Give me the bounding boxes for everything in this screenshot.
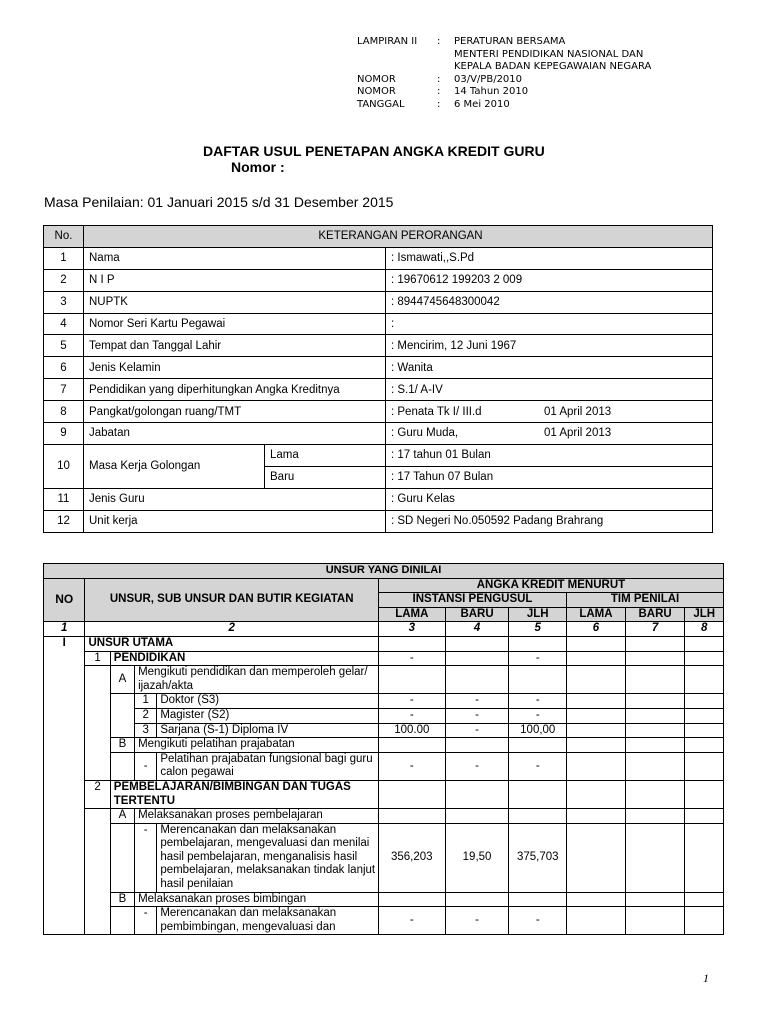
row-doktor [44, 694, 724, 709]
masa-kerja-cell [84, 444, 386, 488]
header-baru-tim: BARU [625, 607, 685, 622]
colnum-7: 7 [625, 622, 685, 637]
row-value-text: : Ismawati,,S.Pd [391, 252, 475, 265]
pelatihan-jlh: - [509, 752, 567, 780]
row-number: 7 [44, 379, 84, 401]
row-label: Pendidikan yang diperhitungkan Angka Kreditnya [84, 379, 386, 401]
row-number: 8 [44, 401, 84, 423]
pembelajaran-number: 2 [85, 780, 110, 808]
document-number-label: Nomor : [231, 159, 285, 175]
row-date: 01 April 2013 [544, 405, 612, 418]
row-number: 4 [44, 313, 84, 335]
row-label: Pangkat/golongan ruang/TMT [84, 401, 386, 423]
degree-number: 3 [135, 723, 157, 738]
row-value-text: : 8944745648300042 [391, 296, 500, 309]
row-pelatihan-fungsional [44, 752, 724, 780]
header-angka-kredit: ANGKA KREDIT MENURUT [378, 578, 723, 593]
baru-label: Baru [270, 470, 295, 483]
personal-row [44, 379, 713, 401]
header-ref-key [357, 61, 437, 74]
degree-number: 1 [135, 694, 157, 709]
degree-lama: - [378, 708, 445, 723]
row-pembelajaran [44, 780, 724, 808]
degree-jlh: 100,00 [509, 723, 567, 738]
pelatihan-baru: - [445, 752, 509, 780]
row-pendidikan [44, 651, 724, 666]
bimbingan-baru: - [445, 907, 509, 935]
header-baru-instansi: BARU [445, 607, 509, 622]
row-magister [44, 708, 724, 723]
personal-row [44, 313, 713, 335]
row-number: 6 [44, 357, 84, 379]
header-ref-row [357, 99, 651, 112]
pendidikan-number: 1 [85, 651, 110, 666]
row-merencanakan [44, 823, 724, 892]
row-number: 3 [44, 291, 84, 313]
row-label: Jabatan [84, 423, 386, 445]
sub-a-letter: A [110, 809, 134, 824]
header-tim-penilai: TIM PENILAI [567, 593, 724, 608]
row-value [386, 247, 713, 269]
personal-row [44, 357, 713, 379]
header-ref-key [357, 49, 437, 62]
row-merencanakan-bimbingan [44, 907, 724, 935]
bimbingan-lama: - [378, 907, 445, 935]
page-number: 1 [703, 971, 709, 985]
pendidikan-jlh: - [509, 651, 567, 666]
colnum-5: 5 [509, 622, 567, 637]
document-title: DAFTAR USUL PENETAPAN ANGKA KREDIT GURU [203, 143, 545, 159]
row-label: Nomor Seri Kartu Pegawai [84, 313, 386, 335]
row-label: Jenis Guru [84, 488, 386, 510]
row-value [386, 401, 713, 423]
row-number: 5 [44, 335, 84, 357]
header-ref-key: NOMOR [357, 73, 396, 85]
row-value [386, 423, 713, 445]
header-ref-row [357, 86, 651, 99]
row-pelatihan [44, 738, 724, 753]
column-number-row [44, 622, 724, 637]
pelatihan-label: Mengikuti pelatihan prajabatan [135, 738, 379, 753]
row-label: Nama [84, 247, 386, 269]
header-ref-value: 03/V/PB/2010 [454, 73, 523, 85]
personal-row [44, 291, 713, 313]
assessment-table [43, 563, 724, 935]
row-value [386, 335, 713, 357]
header-ref-row [357, 49, 651, 62]
pembelajaran-label: PEMBELAJARAN/BIMBINGAN DAN TUGAS TERTENTU [110, 780, 378, 808]
row-label: NUPTK [84, 291, 386, 313]
colnum-4: 4 [445, 622, 509, 637]
masa-kerja-sub [265, 445, 386, 488]
personal-row [44, 488, 713, 510]
degree-number: 2 [135, 708, 157, 723]
header-ref-key: TANGGAL [357, 98, 405, 110]
merencanakan-jlh: 375,703 [509, 823, 567, 892]
header-ref-value: PERATURAN BERSAMA [454, 36, 566, 47]
row-unsur-utama [44, 636, 724, 651]
pendidikan-label: PENDIDIKAN [110, 651, 378, 666]
personal-row [44, 401, 713, 423]
bimbingan-jlh: - [509, 907, 567, 935]
header-ref-colon [437, 61, 454, 74]
row-value-text: : Wanita [391, 361, 433, 374]
header-ref-row [357, 36, 651, 49]
header-keterangan: KETERANGAN PERORANGAN [84, 226, 713, 248]
degree-baru: - [445, 723, 509, 738]
lama-label: Lama [265, 445, 385, 467]
row-number: 9 [44, 423, 84, 445]
degree-jlh: - [509, 694, 567, 709]
header-no: No. [44, 226, 84, 248]
proses-bimbingan-label: Melaksanakan proses bimbingan [135, 892, 379, 907]
degree-label: Sarjana (S-1) Diploma IV [157, 723, 379, 738]
assessment-header-row-1 [44, 564, 724, 579]
sub-b-letter: B [110, 892, 134, 907]
header-unsur-dinilai: UNSUR YANG DINILAI [44, 564, 724, 579]
row-proses-bimbingan [44, 892, 724, 907]
colnum-3: 3 [378, 622, 445, 637]
personal-table-header [44, 226, 713, 248]
header-instansi: INSTANSI PENGUSUL [378, 593, 566, 608]
header-ref-row [357, 61, 651, 74]
header-no: NO [44, 578, 85, 622]
sub-b-letter: B [110, 738, 134, 753]
header-ref-key: NOMOR [357, 86, 396, 98]
merencanakan-baru: 19,50 [445, 823, 509, 892]
colnum-8: 8 [685, 622, 724, 637]
row-value [386, 488, 713, 510]
header-ref-key: LAMPIRAN II [357, 36, 418, 47]
row-value: : 17 Tahun 07 Bulan [386, 466, 713, 488]
merencanakan-label: Merencanakan dan melaksanakan pembelajaran, mengevaluasi dan menilai hasil pembelajaran, menganalisis hasil pembelajaran, melaksanakan tindak lanjut hasil penilaian [157, 823, 379, 892]
personal-row [44, 423, 713, 445]
header-ref-colon [437, 49, 454, 62]
header-reference-table [357, 36, 651, 112]
unsur-utama-label: UNSUR UTAMA [85, 636, 378, 651]
row-date: 01 April 2013 [544, 427, 612, 440]
row-label: Jenis Kelamin [84, 357, 386, 379]
personal-row [44, 269, 713, 291]
merencanakan-lama: 356,203 [378, 823, 445, 892]
row-label: Tempat dan Tanggal Lahir [84, 335, 386, 357]
header-ref-value: 6 Mei 2010 [454, 98, 510, 110]
row-value [386, 379, 713, 401]
row-value-text: : S.1/ A-IV [391, 383, 443, 396]
header-ref-row [357, 74, 651, 87]
row-mengikuti-pendidikan [44, 666, 724, 694]
merencanakan-bimbingan-label: Merencanakan dan melaksanakan pembimbingan, mengevaluasi dan [157, 907, 379, 935]
dash-marker: - [135, 823, 157, 892]
pelatihan-lama: - [378, 752, 445, 780]
degree-baru: - [445, 708, 509, 723]
header-kegiatan: UNSUR, SUB UNSUR DAN BUTIR KEGIATAN [85, 578, 378, 622]
row-number: 12 [44, 510, 84, 532]
row-value-text: : SD Negeri No.050592 Padang Brahrang [391, 515, 604, 528]
row-proses-pembelajaran [44, 809, 724, 824]
assessment-period: Masa Penilaian: 01 Januari 2015 s/d 31 Desember 2015 [44, 194, 394, 210]
personal-row [44, 247, 713, 269]
personal-row [44, 335, 713, 357]
row-number: 1 [44, 247, 84, 269]
degree-baru: - [445, 694, 509, 709]
row-value-text: : Mencirim, 12 Juni 1967 [391, 339, 517, 352]
mengikuti-pendidikan-label: Mengikuti pendidikan dan memperoleh gelar/ ijazah/akta [135, 666, 379, 694]
row-label: N I P [84, 269, 386, 291]
row-value [386, 313, 713, 335]
pelatihan-fungsional-label: Pelatihan prajabatan fungsional bagi guru calon pegawai [157, 752, 379, 780]
personal-info-table [43, 225, 713, 533]
row-label: Masa Kerja Golongan [84, 445, 265, 488]
dash-marker: - [135, 907, 157, 935]
dash-marker: - [135, 752, 157, 780]
personal-row-masa-kerja [44, 444, 713, 466]
header-ref-colon: : [437, 73, 441, 85]
row-value [386, 291, 713, 313]
assessment-header-row-2 [44, 578, 724, 593]
header-ref-colon: : [437, 98, 441, 110]
colnum-6: 6 [567, 622, 626, 637]
sub-a-letter: A [110, 666, 134, 694]
row-value-text: : Guru Kelas [391, 493, 455, 506]
roman-numeral-i: I [44, 636, 85, 651]
colnum-2: 2 [85, 622, 378, 637]
row-value-text: : Guru Muda, [391, 427, 459, 440]
row-value-text: : 19670612 199203 2 009 [391, 274, 523, 287]
degree-label: Doktor (S3) [157, 694, 379, 709]
header-lama-instansi: LAMA [378, 607, 445, 622]
row-value-text: : [391, 318, 395, 330]
header-ref-value: MENTERI PENDIDIKAN NASIONAL DAN [454, 48, 644, 60]
row-value [386, 357, 713, 379]
degree-lama: 100.00 [378, 723, 445, 738]
row-number: 10 [44, 444, 84, 488]
row-label: Unit kerja [84, 510, 386, 532]
row-number: 11 [44, 488, 84, 510]
header-reference-block [357, 36, 651, 112]
personal-row [44, 510, 713, 532]
header-ref-value: 14 Tahun 2010 [454, 86, 529, 98]
proses-pembelajaran-label: Melaksanakan proses pembelajaran [135, 809, 379, 824]
header-jlh-instansi: JLH [509, 607, 567, 622]
header-ref-colon: : [437, 36, 441, 47]
row-value [386, 510, 713, 532]
header-jlh-tim: JLH [685, 607, 724, 622]
row-value [386, 269, 713, 291]
row-value: : 17 tahun 01 Bulan [386, 444, 713, 466]
pendidikan-lama: - [378, 651, 445, 666]
degree-label: Magister (S2) [157, 708, 379, 723]
row-value-text: : Penata Tk I/ III.d [391, 405, 482, 418]
row-number: 2 [44, 269, 84, 291]
header-ref-value: KEPALA BADAN KEPEGAWAIAN NEGARA [454, 61, 652, 73]
degree-jlh: - [509, 708, 567, 723]
degree-lama: - [378, 694, 445, 709]
header-lama-tim: LAMA [567, 607, 626, 622]
colnum-1: 1 [44, 622, 85, 637]
header-ref-colon: : [437, 86, 441, 98]
row-sarjana [44, 723, 724, 738]
